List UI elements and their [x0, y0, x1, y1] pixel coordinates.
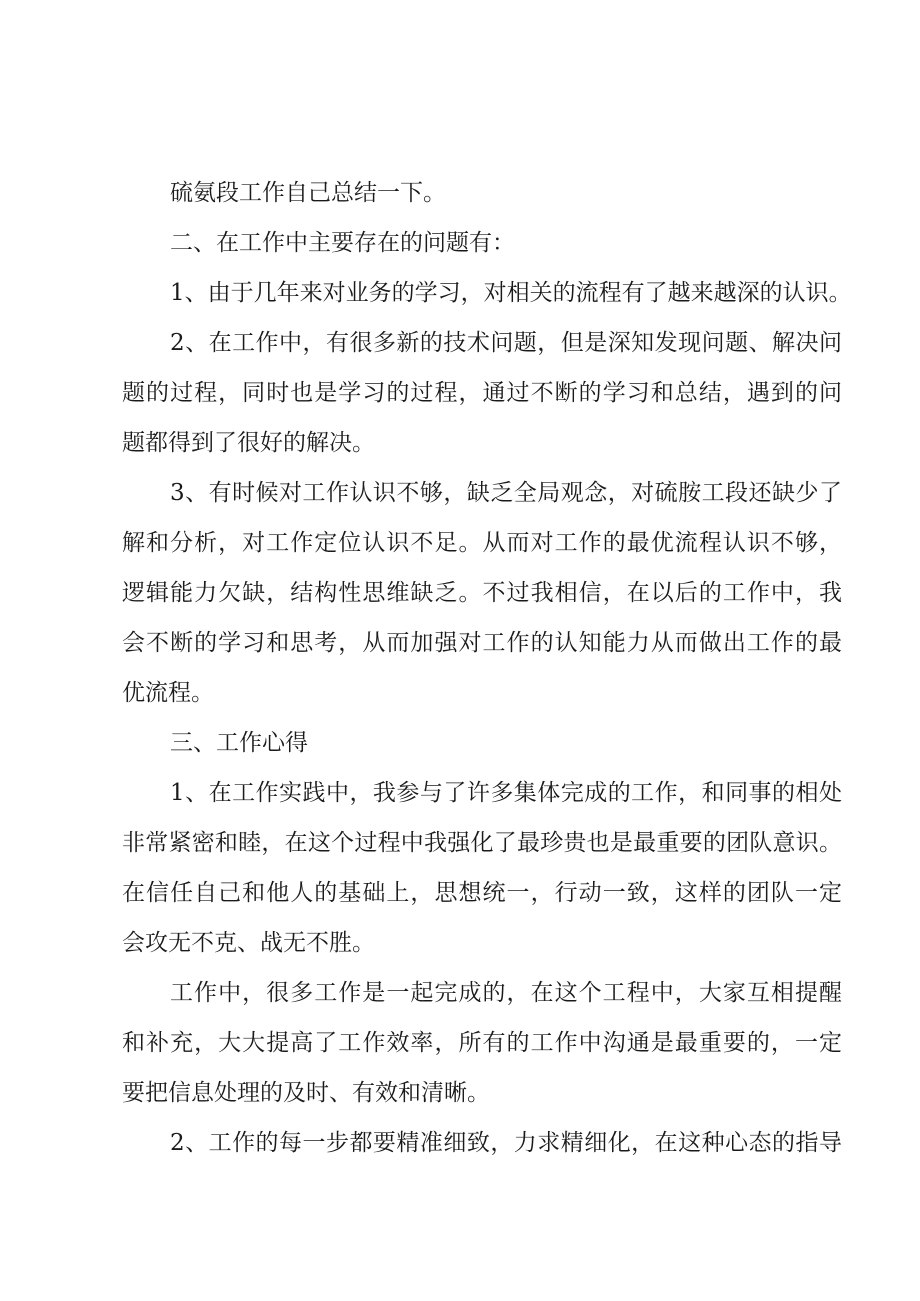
text-line: 1、在工作实践中，我参与了许多集体完成的工作，和同事的相处 — [170, 780, 842, 806]
text-line: 3、有时候对工作认识不够，缺乏全局观念，对硫胺工段还缺少了 — [170, 480, 842, 506]
text-line: 在信任自己和他人的基础上，思想统一，行动一致，这样的团队一定 — [122, 880, 842, 906]
text-line: 非常紧密和睦，在这个过程中我强化了最珍贵也是最重要的团队意识。 — [122, 830, 842, 856]
text-line: 会不断的学习和思考，从而加强对工作的认知能力从而做出工作的最 — [122, 630, 842, 656]
section-heading: 二、在工作中主要存在的问题有： — [170, 230, 515, 256]
text-line: 解和分析，对工作定位认识不足。从而对工作的最优流程认识不够， — [122, 530, 842, 556]
section-heading: 三、工作心得 — [170, 730, 308, 756]
text-line: 题都得到了很好的解决。 — [122, 430, 375, 456]
text-line: 逻辑能力欠缺，结构性思维缺乏。不过我相信，在以后的工作中，我 — [122, 580, 842, 606]
text-line: 和补充，大大提高了工作效率，所有的工作中沟通是最重要的，一定 — [122, 1030, 842, 1056]
text-line: 1、由于几年来对业务的学习，对相关的流程有了越来越深的认识。 — [170, 280, 852, 306]
text-line: 硫氨段工作自己总结一下。 — [170, 180, 446, 206]
text-line: 2、在工作中，有很多新的技术问题，但是深知发现问题、解决问 — [170, 330, 842, 356]
text-line: 优流程。 — [122, 680, 214, 706]
text-line: 2、工作的每一步都要精准细致，力求精细化，在这种心态的指导 — [170, 1130, 842, 1156]
text-line: 工作中，很多工作是一起完成的，在这个工程中，大家互相提醒 — [170, 980, 842, 1006]
text-line: 要把信息处理的及时、有效和清晰。 — [122, 1080, 490, 1106]
text-line: 题的过程，同时也是学习的过程，通过不断的学习和总结，遇到的问 — [122, 380, 842, 406]
text-line: 会攻无不克、战无不胜。 — [122, 930, 375, 956]
